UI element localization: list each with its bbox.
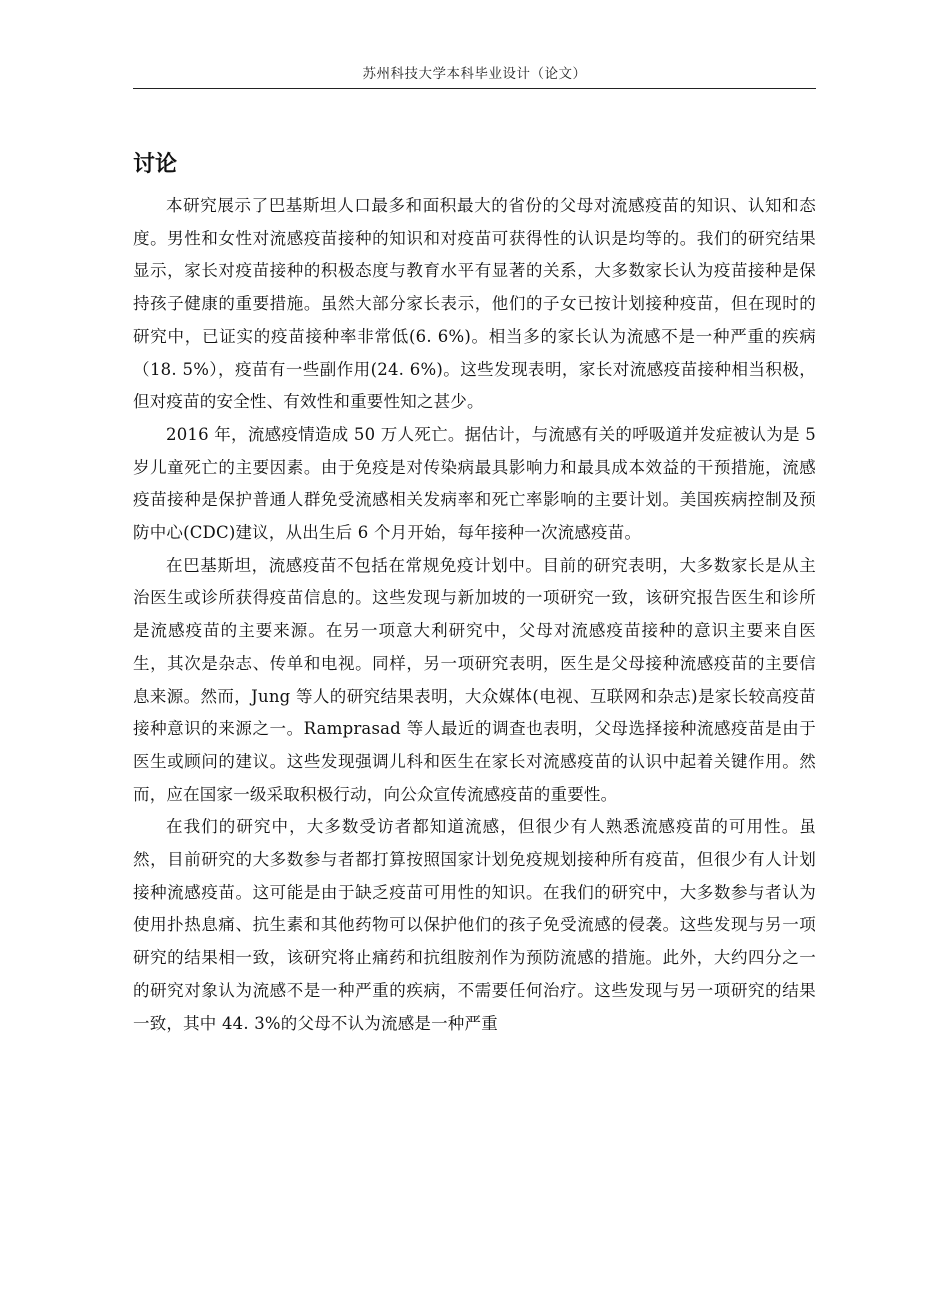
paragraph-1: 本研究展示了巴基斯坦人口最多和面积最大的省份的父母对流感疫苗的知识、认知和态度。男性和女性对流感疫苗接种的知识和对疫苗可获得性的认识是均等的。我们的研究结果显示，家长对疫苗接种的积极态度与教育水平有显著的关系，大多数家长认为疫苗接种是保持孩子健康的重要措施。虽然大部分家长表示，他们的子女已按计划接种疫苗，但在现时的研究中，已证实的疫苗接种率非常低(6. 6%)。相当多的家长认为流感不是一种严重的疾病（18. 5%），疫苗有一些副作用(24. 6%)。这些发现表明，家长对流感疫苗接种相当积极，但对疫苗的安全性、有效性和重要性知之甚少。 xyxy=(133,196,816,412)
body-text xyxy=(133,190,816,1040)
section-title: 讨论 xyxy=(133,152,178,177)
running-header: 苏州科技大学本科毕业设计（论文） xyxy=(362,66,587,82)
header-rule xyxy=(133,88,816,89)
paragraph-4: 在我们的研究中，大多数受访者都知道流感，但很少有人熟悉流感疫苗的可用性。虽然，目前研究的大多数参与者都打算按照国家计划免疫规划接种所有疫苗，但很少有人计划接种流感疫苗。这可能是由于缺乏疫苗可用性的知识。在我们的研究中，大多数参与者认为使用扑热息痛、抗生素和其他药物可以保护他们的孩子免受流感的侵袭。这些发现与另一项研究的结果相一致，该研究将止痛药和抗组胺剂作为预防流感的措施。此外，大约四分之一的研究对象认为流感不是一种严重的疾病，不需要任何治疗。这些发现与另一项研究的结果一致，其中 44. 3%的父母不认为流感是一种严重 xyxy=(133,817,816,1033)
paragraph-3: 在巴基斯坦，流感疫苗不包括在常规免疫计划中。目前的研究表明，大多数家长是从主治医生或诊所获得疫苗信息的。这些发现与新加坡的一项研究一致，该研究报告医生和诊所是流感疫苗的主要来源。在另一项意大利研究中，父母对流感疫苗接种的意识主要来自医生，其次是杂志、传单和电视。同样，另一项研究表明，医生是父母接种流感疫苗的主要信息来源。然而，Jung 等人的研究结果表明，大众媒体(电视、互联网和杂志)是家长较高疫苗接种意识的来源之一。Ramprasad 等人最近的调查也表明，父母选择接种流感疫苗是由于医生或顾问的建议。这些发现强调儿科和医生在家长对流感疫苗的认识中起着关键作用。然而，应在国家一级采取积极行动，向公众宣传流感疫苗的重要性。 xyxy=(133,555,816,804)
paragraph-2: 2016 年，流感疫情造成 50 万人死亡。据估计，与流感有关的呼吸道并发症被认为是 5 岁儿童死亡的主要因素。由于免疫是对传染病最具影响力和最具成本效益的干预措施，流感疫苗接种是保护普通人群免受流感相关发病率和死亡率影响的主要计划。美国疾病控制及预防中心(CDC)建议，从出生后 6 个月开始，每年接种一次流感疫苗。 xyxy=(133,424,816,543)
